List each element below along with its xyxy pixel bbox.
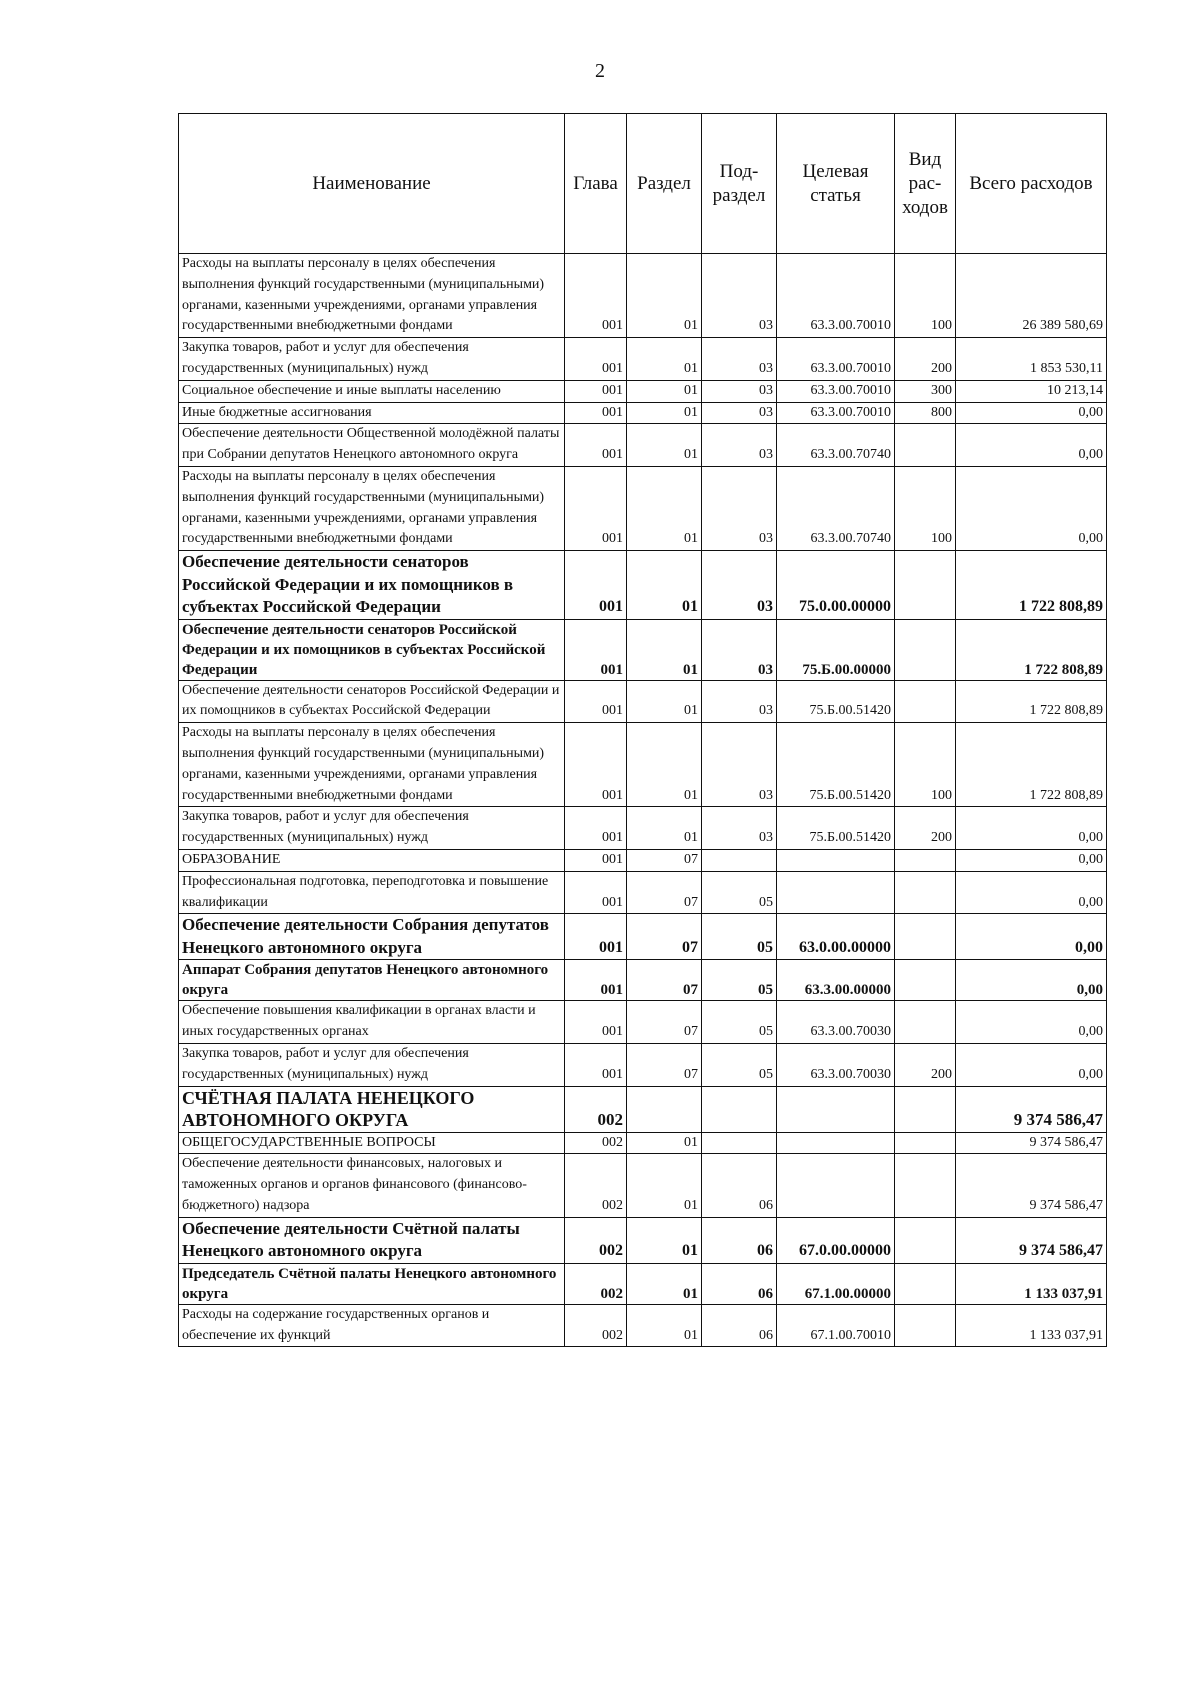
cell-glava: 001 [565, 338, 627, 381]
table-row [179, 807, 1107, 850]
cell-glava: 001 [565, 807, 627, 850]
cell-total: 10 213,14 [956, 380, 1107, 402]
cell-total: 1 853 530,11 [956, 338, 1107, 381]
table-row [179, 1044, 1107, 1087]
cell-name: Обеспечение деятельности сенаторов Российской Федерации и их помощников в субъектах Российской Федерации [179, 680, 565, 723]
cell-razdel: 01 [627, 723, 702, 807]
cell-statya: 63.0.00.00000 [777, 914, 895, 960]
cell-razdel: 01 [627, 402, 702, 424]
cell-name: Профессиональная подготовка, переподготовка и повышение квалификации [179, 871, 565, 914]
cell-statya: 63.3.00.70010 [777, 254, 895, 338]
cell-statya: 75.0.00.00000 [777, 551, 895, 620]
page-number: 2 [595, 60, 605, 82]
cell-name: Аппарат Собрания депутатов Ненецкого автономного округа [179, 960, 565, 1001]
cell-razdel: 01 [627, 254, 702, 338]
cell-name: Социальное обеспечение и иные выплаты населению [179, 380, 565, 402]
cell-glava: 002 [565, 1304, 627, 1347]
cell-vid: 800 [895, 402, 956, 424]
cell-total: 0,00 [956, 1044, 1107, 1087]
cell-razdel: 01 [627, 807, 702, 850]
table-header-row [179, 114, 1107, 254]
cell-glava: 001 [565, 551, 627, 620]
cell-name: Расходы на содержание государственных органов и обеспечение их функций [179, 1304, 565, 1347]
cell-razdel: 01 [627, 1154, 702, 1217]
cell-statya: 63.3.00.70030 [777, 1044, 895, 1087]
cell-vid [895, 1132, 956, 1154]
cell-vid: 200 [895, 807, 956, 850]
cell-name: Иные бюджетные ассигнования [179, 402, 565, 424]
cell-vid [895, 1304, 956, 1347]
table-row [179, 338, 1107, 381]
cell-name: Обеспечение деятельности Общественной молодёжной палаты при Собрании депутатов Ненецкого автономного округа [179, 424, 565, 467]
cell-vid [895, 619, 956, 680]
cell-vid [895, 680, 956, 723]
cell-glava: 001 [565, 871, 627, 914]
cell-razdel: 07 [627, 914, 702, 960]
cell-glava: 001 [565, 402, 627, 424]
cell-statya: 75.Б.00.51420 [777, 723, 895, 807]
cell-name: ОБЩЕГОСУДАРСТВЕННЫЕ ВОПРОСЫ [179, 1132, 565, 1154]
cell-glava: 001 [565, 466, 627, 550]
cell-statya [777, 871, 895, 914]
cell-total: 0,00 [956, 871, 1107, 914]
cell-name: Закупка товаров, работ и услуг для обеспечения государственных (муниципальных) нужд [179, 1044, 565, 1087]
header-name: Наименование [179, 114, 565, 254]
cell-name: Обеспечение деятельности Собрания депутатов Ненецкого автономного округа [179, 914, 565, 960]
cell-podrazdel: 03 [702, 723, 777, 807]
cell-glava: 001 [565, 850, 627, 872]
cell-podrazdel: 03 [702, 424, 777, 467]
cell-total: 1 133 037,91 [956, 1304, 1107, 1347]
header-glava: Глава [565, 114, 627, 254]
table-row [179, 551, 1107, 620]
cell-vid [895, 850, 956, 872]
cell-statya: 75.Б.00.00000 [777, 619, 895, 680]
cell-statya: 67.1.00.70010 [777, 1304, 895, 1347]
header-podrazdel: Под-раздел [702, 114, 777, 254]
cell-razdel: 01 [627, 680, 702, 723]
cell-name: Расходы на выплаты персоналу в целях обеспечения выполнения функций государственными (муниципальными) органами, казенными учреждениями, органами управления государственными внебюджетными фондами [179, 723, 565, 807]
cell-podrazdel: 06 [702, 1154, 777, 1217]
cell-podrazdel: 03 [702, 402, 777, 424]
cell-podrazdel: 03 [702, 466, 777, 550]
cell-podrazdel: 06 [702, 1304, 777, 1347]
cell-vid [895, 1001, 956, 1044]
cell-glava: 001 [565, 254, 627, 338]
cell-glava: 001 [565, 1044, 627, 1087]
cell-razdel: 01 [627, 619, 702, 680]
cell-glava: 001 [565, 619, 627, 680]
cell-statya: 67.0.00.00000 [777, 1217, 895, 1263]
cell-total: 1 133 037,91 [956, 1263, 1107, 1304]
table-row [179, 619, 1107, 680]
cell-glava: 001 [565, 424, 627, 467]
cell-statya [777, 1086, 895, 1132]
cell-podrazdel: 05 [702, 960, 777, 1001]
cell-razdel [627, 1086, 702, 1132]
cell-total: 9 374 586,47 [956, 1132, 1107, 1154]
cell-glava: 002 [565, 1132, 627, 1154]
table-row [179, 914, 1107, 960]
cell-total: 1 722 808,89 [956, 680, 1107, 723]
cell-glava: 001 [565, 960, 627, 1001]
cell-vid [895, 551, 956, 620]
cell-total: 0,00 [956, 424, 1107, 467]
cell-total: 0,00 [956, 807, 1107, 850]
cell-glava: 001 [565, 1001, 627, 1044]
cell-name: Обеспечение повышения квалификации в органах власти и иных государственных органах [179, 1001, 565, 1044]
cell-statya: 67.1.00.00000 [777, 1263, 895, 1304]
table-row [179, 402, 1107, 424]
cell-razdel: 01 [627, 466, 702, 550]
cell-podrazdel [702, 1086, 777, 1132]
cell-name: Закупка товаров, работ и услуг для обеспечения государственных (муниципальных) нужд [179, 338, 565, 381]
cell-podrazdel: 03 [702, 254, 777, 338]
cell-glava: 002 [565, 1263, 627, 1304]
cell-razdel: 01 [627, 338, 702, 381]
cell-statya: 63.3.00.00000 [777, 960, 895, 1001]
header-total: Всего расходов [956, 114, 1107, 254]
cell-vid [895, 1263, 956, 1304]
cell-podrazdel: 03 [702, 551, 777, 620]
cell-podrazdel: 06 [702, 1217, 777, 1263]
cell-podrazdel: 05 [702, 871, 777, 914]
cell-statya: 63.3.00.70030 [777, 1001, 895, 1044]
cell-name: Расходы на выплаты персоналу в целях обеспечения выполнения функций государственными (муниципальными) органами, казенными учреждениями, органами управления государственными внебюджетными фондами [179, 254, 565, 338]
cell-total: 1 722 808,89 [956, 723, 1107, 807]
cell-podrazdel: 03 [702, 807, 777, 850]
cell-statya [777, 1154, 895, 1217]
table-row [179, 380, 1107, 402]
table-row [179, 723, 1107, 807]
table-row [179, 1154, 1107, 1217]
cell-glava: 002 [565, 1217, 627, 1263]
cell-total: 1 722 808,89 [956, 551, 1107, 620]
cell-glava: 002 [565, 1086, 627, 1132]
table-row [179, 960, 1107, 1001]
cell-vid [895, 1154, 956, 1217]
cell-glava: 001 [565, 723, 627, 807]
cell-vid: 200 [895, 1044, 956, 1087]
cell-statya [777, 1132, 895, 1154]
cell-podrazdel: 06 [702, 1263, 777, 1304]
cell-vid: 200 [895, 338, 956, 381]
cell-razdel: 01 [627, 1132, 702, 1154]
cell-name: ОБРАЗОВАНИЕ [179, 850, 565, 872]
cell-vid: 100 [895, 254, 956, 338]
cell-podrazdel [702, 850, 777, 872]
table-row [179, 1001, 1107, 1044]
cell-statya: 75.Б.00.51420 [777, 807, 895, 850]
table-row [179, 1132, 1107, 1154]
cell-glava: 001 [565, 914, 627, 960]
cell-razdel: 07 [627, 1001, 702, 1044]
cell-podrazdel: 05 [702, 1001, 777, 1044]
cell-statya: 63.3.00.70010 [777, 380, 895, 402]
cell-total: 26 389 580,69 [956, 254, 1107, 338]
cell-vid: 100 [895, 466, 956, 550]
cell-statya: 63.3.00.70010 [777, 338, 895, 381]
cell-name: Обеспечение деятельности Счётной палаты Ненецкого автономного округа [179, 1217, 565, 1263]
cell-total: 0,00 [956, 1001, 1107, 1044]
table-row [179, 1217, 1107, 1263]
cell-podrazdel: 05 [702, 914, 777, 960]
table-row [179, 871, 1107, 914]
budget-table [178, 113, 1107, 1347]
table-row [179, 1086, 1107, 1132]
cell-glava: 001 [565, 380, 627, 402]
cell-total: 0,00 [956, 850, 1107, 872]
cell-total: 9 374 586,47 [956, 1217, 1107, 1263]
cell-razdel: 01 [627, 551, 702, 620]
cell-vid: 300 [895, 380, 956, 402]
table-row [179, 1263, 1107, 1304]
cell-vid [895, 424, 956, 467]
header-razdel: Раздел [627, 114, 702, 254]
table-row [179, 850, 1107, 872]
cell-statya: 63.3.00.70010 [777, 402, 895, 424]
cell-podrazdel: 03 [702, 338, 777, 381]
cell-vid [895, 871, 956, 914]
cell-name: Закупка товаров, работ и услуг для обеспечения государственных (муниципальных) нужд [179, 807, 565, 850]
cell-razdel: 01 [627, 380, 702, 402]
table-row [179, 254, 1107, 338]
cell-name: СЧЁТНАЯ ПАЛАТА НЕНЕЦКОГО АВТОНОМНОГО ОКРУГА [179, 1086, 565, 1132]
cell-statya: 75.Б.00.51420 [777, 680, 895, 723]
cell-name: Обеспечение деятельности сенаторов Российской Федерации и их помощников в субъектах Российской Федерации [179, 619, 565, 680]
cell-podrazdel: 03 [702, 680, 777, 723]
cell-vid [895, 1217, 956, 1263]
cell-name: Расходы на выплаты персоналу в целях обеспечения выполнения функций государственными (муниципальными) органами, казенными учреждениями, органами управления государственными внебюджетными фондами [179, 466, 565, 550]
cell-razdel: 01 [627, 1263, 702, 1304]
cell-total: 9 374 586,47 [956, 1086, 1107, 1132]
cell-glava: 002 [565, 1154, 627, 1217]
cell-vid [895, 960, 956, 1001]
cell-razdel: 07 [627, 871, 702, 914]
cell-podrazdel: 05 [702, 1044, 777, 1087]
cell-razdel: 07 [627, 850, 702, 872]
cell-podrazdel [702, 1132, 777, 1154]
table-row [179, 424, 1107, 467]
table-row [179, 680, 1107, 723]
cell-statya: 63.3.00.70740 [777, 424, 895, 467]
cell-total: 0,00 [956, 914, 1107, 960]
cell-razdel: 01 [627, 1304, 702, 1347]
cell-razdel: 07 [627, 960, 702, 1001]
cell-total: 9 374 586,47 [956, 1154, 1107, 1217]
cell-vid [895, 1086, 956, 1132]
cell-razdel: 01 [627, 1217, 702, 1263]
cell-total: 1 722 808,89 [956, 619, 1107, 680]
cell-vid [895, 914, 956, 960]
cell-total: 0,00 [956, 402, 1107, 424]
table-row [179, 1304, 1107, 1347]
cell-total: 0,00 [956, 960, 1107, 1001]
header-vid: Вид рас-ходов [895, 114, 956, 254]
cell-total: 0,00 [956, 466, 1107, 550]
header-statya: Целевая статья [777, 114, 895, 254]
table-row [179, 466, 1107, 550]
cell-razdel: 01 [627, 424, 702, 467]
cell-statya [777, 850, 895, 872]
cell-podrazdel: 03 [702, 380, 777, 402]
cell-glava: 001 [565, 680, 627, 723]
cell-podrazdel: 03 [702, 619, 777, 680]
cell-name: Обеспечение деятельности сенаторов Российской Федерации и их помощников в субъектах Российской Федерации [179, 551, 565, 620]
cell-razdel: 07 [627, 1044, 702, 1087]
cell-vid: 100 [895, 723, 956, 807]
cell-name: Обеспечение деятельности финансовых, налоговых и таможенных органов и органов финансового (финансово-бюджетного) надзора [179, 1154, 565, 1217]
cell-statya: 63.3.00.70740 [777, 466, 895, 550]
cell-name: Председатель Счётной палаты Ненецкого автономного округа [179, 1263, 565, 1304]
